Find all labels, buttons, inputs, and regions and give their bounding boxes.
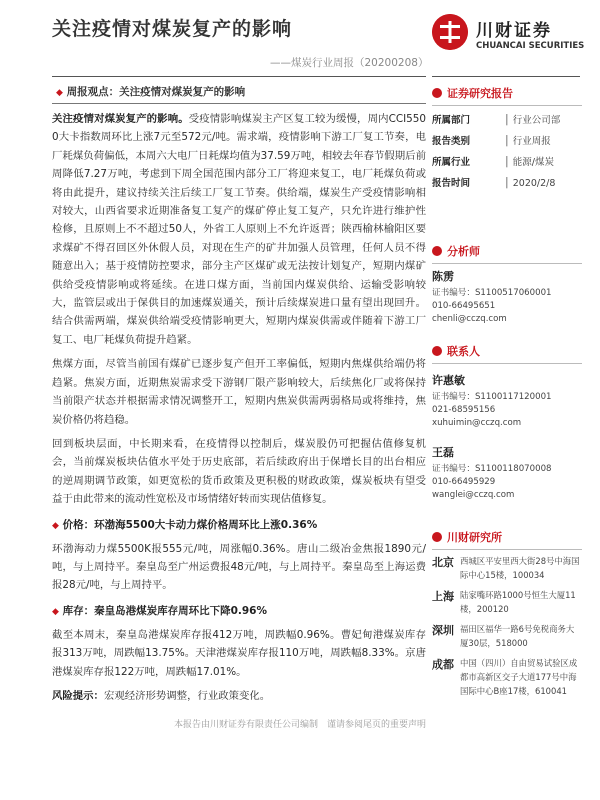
meta-row-industry: 所属行业 │ 能源/煤炭: [432, 157, 554, 168]
report-info-heading: [432, 82, 582, 106]
meta-row-date: 报告时间 │ 2020/2/8: [432, 178, 556, 189]
contact-phone: 021-68595156: [432, 405, 496, 415]
logo-name-cn: 川财证券: [476, 21, 552, 41]
contact-phone: 010-66495929: [432, 477, 496, 487]
summary-lead: 关注疫情对煤炭复产的影响。: [52, 113, 189, 125]
contacts-heading-text: 联系人: [447, 345, 480, 358]
summary-paragraph-1: [52, 110, 426, 349]
price-heading-text: 价格：环渤海5500大卡动力煤价格周环比上涨0.36%: [62, 518, 318, 531]
price-heading: [52, 517, 426, 532]
institute-heading: [432, 526, 582, 550]
analyst-card: [432, 268, 582, 326]
analyst-name: 陈雳: [432, 270, 454, 283]
price-paragraph: 环渤海动力煤5500K报555元/吨，周涨幅0.36%。唐山二级冶金焦报1890元/吨，与上周持平。秦皇岛至广州运费报48元/吨，与上周持平。秦皇岛至上海运费报28元/吨，与上周持平。: [52, 542, 426, 592]
section-dot-icon: [432, 532, 442, 542]
contacts-heading: [432, 340, 582, 364]
diamond-bullet-icon: ◆: [52, 606, 59, 617]
contact-cert: 证书编号：S1100117120001: [432, 392, 552, 402]
contact-cert: 证书编号：S1100118070008: [432, 464, 552, 474]
contact-card: [432, 372, 582, 430]
analyst-cert: 证书编号：S1100517060001: [432, 288, 552, 298]
sidebar: [432, 82, 582, 704]
main-content: [52, 82, 426, 711]
office-item: 深圳 福田区福华一路6号免税商务大厦30层，518000: [432, 624, 575, 648]
risk-body: 宏观经济形势调整，行业政策变化。: [103, 689, 271, 702]
diamond-bullet-icon: ◆: [52, 520, 59, 531]
meta-row-category: 报告类别 │ 行业周报: [432, 136, 551, 147]
contact-email[interactable]: wanglei@cczq.com: [432, 490, 515, 500]
summary-body: 受疫情影响煤炭主产区复工较为缓慢，周内CCI5500大卡指数周环比上涨7元至572元/吨。需求端，疫情影响下游工厂复工节奏，电厂耗煤负荷偏低，本周六大电厂日耗煤均值为37.59万吨，相较去年春节假期后前周降低7.27万吨，考虑到下周全国范围内部分工厂将迎来复工，电厂耗煤负荷或将由此提升，建议持续关注后续工厂复工节奏。供给端，煤炭生产受疫情影响相对较大，山西省要求近期准备复工复产的煤矿停止复工复产，只允许进行维护性检修，且原则上不不超过50人，外省工人原则上不允许返晋；陕西榆林榆阳区要求煤矿不得召回区外休假人员，对现在生产的矿井加强人员管理，任何人员不得随意出入；基于疫情防控要求，部分主产区煤矿或无法按计划复产，短期内煤矿供给受疫情影响或将延续。在进口煤方面，当前国内煤炭供给、运输受影响较大，监管层或出于保供目的加速煤炭通关，预计后续煤炭进口量有望出现回升。结合供需两端，煤炭供给端受疫情影响更大，短期内煤炭供需或伴随着下游工厂复工、电厂耗煤负荷提升趋紧。: [52, 113, 427, 346]
inventory-paragraph: 截至本周末，秦皇岛港煤炭库存报412万吨，周跌幅0.96%。曹妃甸港煤炭库存报313万吨，周跌幅13.75%。天津港煤炭库存报110万吨，周跌幅8.33%。京唐港煤炭库存报122万吨，周跌幅17.01%。: [52, 628, 426, 678]
meta-row-department: 所属部门 │ 行业公司部: [432, 115, 561, 126]
report-subtitle: ——煤炭行业周报（20200208）: [270, 57, 429, 69]
inventory-heading: [52, 603, 426, 618]
header-divider-right: [432, 76, 580, 77]
office-item: 上海 陆家嘴环路1000号恒生大厦11楼，200120: [432, 590, 576, 614]
summary-paragraph-3: 回到板块层面，中长期来看，在疫情得以控制后，煤炭股仍可把握估值修复机会，当前煤炭板块估值水平处于历史底部，若后续政府出于保增长目的出台相应的逆周期调节政策，如更宽松的货币政策及更积极的财政政策，煤炭板块有望受益于由此带来的流动性宽松及市场情绪好转而实现估值修复。: [52, 437, 426, 506]
report-meta: [432, 110, 582, 194]
contact-email[interactable]: xuhuimin@cczq.com: [432, 418, 522, 428]
inventory-heading-text: 库存：秦皇岛港煤炭库存周环比下降0.96%: [62, 604, 268, 617]
report-title: 关注疫情对煤炭复产的影响: [52, 18, 293, 40]
company-logo: [432, 14, 585, 64]
contact-name: 王磊: [432, 446, 454, 459]
section-dot-icon: [432, 346, 442, 356]
page-footer: 本报告由川财证券有限责任公司编制 谨请参阅尾页的重要声明: [173, 720, 426, 730]
institute-heading-text: 川财研究所: [447, 531, 502, 544]
diamond-bullet-icon: ◆: [56, 88, 63, 98]
risk-lead: 风险提示：: [52, 689, 104, 702]
contact-name: 许惠敏: [432, 374, 465, 387]
section-dot-icon: [432, 88, 442, 98]
summary-heading: [52, 82, 426, 104]
risk-paragraph: [52, 687, 426, 705]
header-divider: [52, 76, 426, 77]
office-list: [432, 554, 582, 698]
logo-mark-icon: [432, 14, 468, 50]
summary-paragraph-2: 焦煤方面，尽管当前国有煤矿已逐步复产但开工率偏低，短期内焦煤供给端仍将趋紧。焦炭方面，近期焦炭需求受下游钢厂限产影响较大，后续焦化厂或将保持当前限产状态并根据需求情况调整开工，短期内焦炭供需两弱格局或将维持，焦炭价格仍将趋稳。: [52, 358, 426, 426]
summary-heading-text: 周报观点：关注疫情对煤炭复产的影响: [66, 86, 246, 98]
office-item: 北京 西城区平安里西大街28号中海国际中心15楼，100034: [432, 556, 580, 580]
office-item: 成都 中国（四川）自由贸易试验区成都市高新区交子大道177号中海国际中心B座17楼，610041: [432, 658, 578, 696]
contact-card: [432, 444, 582, 502]
analyst-email[interactable]: chenli@cczq.com: [432, 314, 507, 324]
logo-name-en: CHUANCAI SECURITIES: [476, 41, 585, 51]
analyst-phone: 010-66495651: [432, 301, 496, 311]
report-info-heading-text: 证券研究报告: [447, 87, 513, 100]
section-dot-icon: [432, 246, 442, 256]
analyst-heading: [432, 240, 582, 264]
analyst-heading-text: 分析师: [447, 245, 480, 258]
